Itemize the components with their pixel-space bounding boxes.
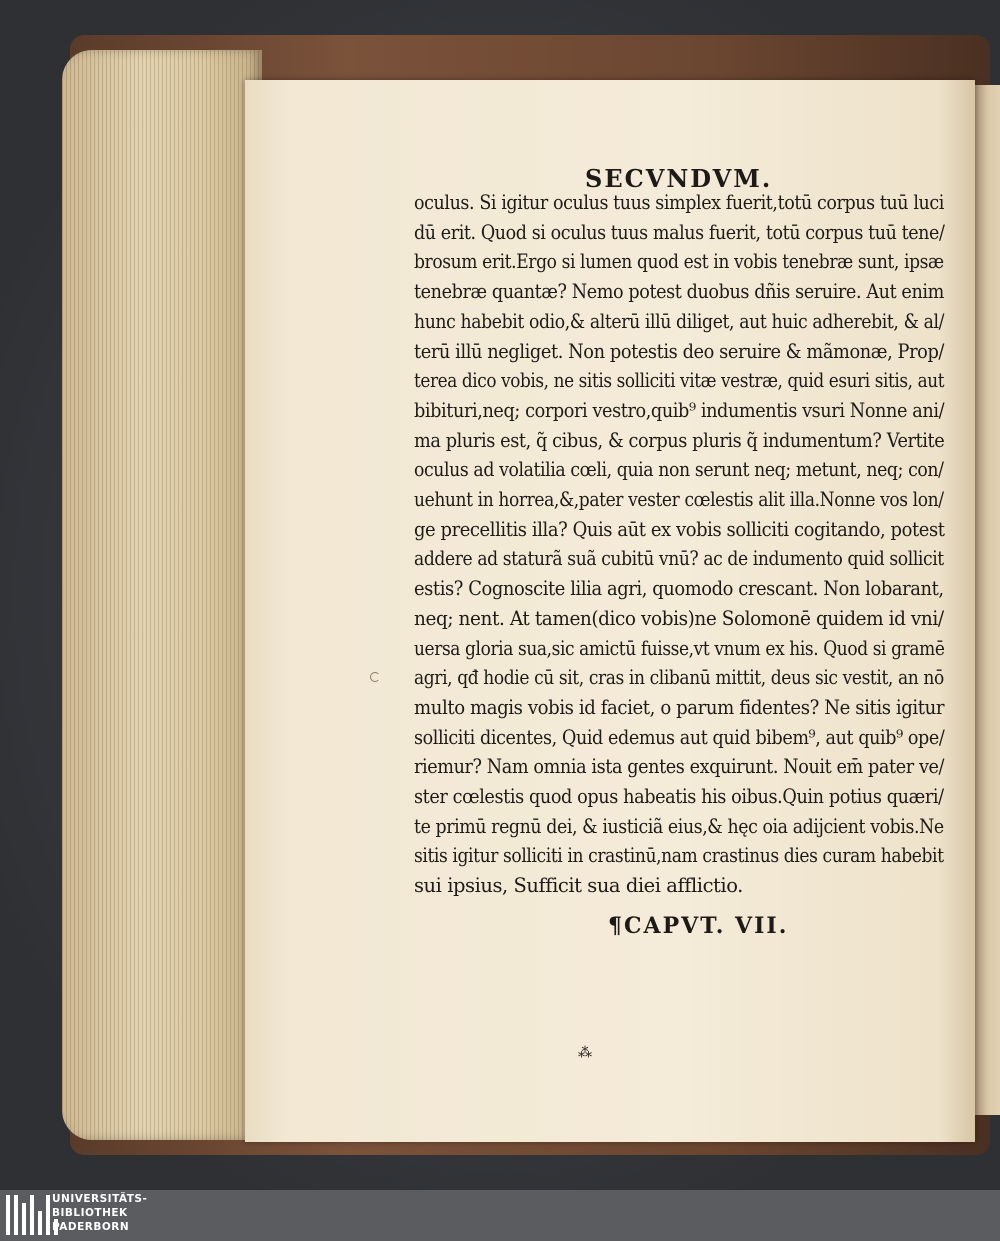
text-line: estis? Cognoscite lilia agri, quomodo crescant. Non lobarant, — [414, 577, 944, 601]
page-edges — [62, 50, 262, 1140]
text-line: terea dico vobis, ne sitis solliciti vitæ vestræ, quid esuri sitis, aut — [414, 369, 945, 393]
text-line: hunc habebit odio,& alterū illū diliget, aut huic adherebit, & al/ — [414, 309, 945, 333]
text-line: uehunt in horrea,&,pater vester cœlestis alit illa.Nonne vos lon/ — [414, 488, 944, 512]
text-line: sitis igitur solliciti in crastinū,nam crastinus dies curam habebit — [414, 844, 944, 868]
text-line: riemur? Nam omnia ista gentes exquirunt. Nouit em̄ pater ve/ — [414, 755, 945, 779]
library-name — [52, 1192, 147, 1234]
chapter-heading: ¶CAPVT. VII. — [608, 913, 789, 939]
library-logo-icon — [6, 1195, 58, 1235]
page-text — [414, 188, 944, 901]
text-line: oculus. Si igitur oculus tuus simplex fuerit,totū corpus tuū luci — [414, 191, 944, 214]
text-line: ster cœlestis quod opus habeatis his oibus.Quin potius quæri/ — [414, 785, 944, 809]
text-line: te primū regnū dei, & iusticiã eius,& hęc oia adijcient vobis.Ne — [414, 814, 944, 838]
text-line: uersa gloria sua,sic amictū fuisse,vt vnum ex his. Quod si gramē — [414, 636, 945, 660]
text-line: bibituri,neq; corpori vestro,quib⁹ indumentis vsuri Nonne ani/ — [414, 398, 945, 422]
text-line: sui ipsius, Sufficit sua diei afflictio. — [414, 874, 743, 898]
ink-mark — [370, 672, 380, 682]
text-line: solliciti dicentes, Quid edemus aut quid bibem⁹, aut quib⁹ ope/ — [414, 725, 945, 749]
text-line: dū erit. Quod si oculus tuus malus fuerit, totū corpus tuū tene/ — [414, 220, 945, 244]
text-line: ma pluris est, q̃ cibus, & corpus pluris q̃ indumentum? Vertite — [414, 428, 945, 452]
text-line: tenebræ quantæ? Nemo potest duobus dñis seruire. Aut enim — [414, 280, 944, 304]
ornament-icon: ⁂ — [578, 1045, 592, 1061]
text-line: terū illū negliget. Non potestis deo seruire & mãmonæ, Prop/ — [414, 339, 945, 363]
text-line: agri, qđ hodie cū sit, cras in clibanū mittit, deus sic vestit, an nō — [414, 666, 944, 690]
library-name-line: PADERBORN — [52, 1221, 130, 1233]
facing-page-edge — [972, 85, 1000, 1115]
text-line: addere ad staturã suã cubitū vnū? ac de indumento quid sollicit — [414, 547, 944, 571]
running-head: SECVNDVM. — [585, 164, 773, 193]
text-line: ge precellitis illa? Quis aūt ex vobis solliciti cogitando, potest — [414, 517, 945, 541]
text-line: neq; nent. At tamen(dico vobis)ne Solomonē quidem id vni/ — [414, 606, 944, 630]
text-line: multo magis vobis id faciet, o parum fidentes? Ne sitis igitur — [414, 695, 945, 719]
library-name-line: UNIVERSITÄTS- — [52, 1193, 148, 1205]
library-name-line: BIBLIOTHEK — [52, 1207, 128, 1219]
footer-bar — [0, 1190, 1000, 1241]
text-line: oculus ad volatilia cœli, quia non serunt neq; metunt, neq; con/ — [414, 458, 944, 482]
text-line: brosum erit.Ergo si lumen quod est in vobis tenebræ sunt, ipsæ — [414, 250, 944, 274]
